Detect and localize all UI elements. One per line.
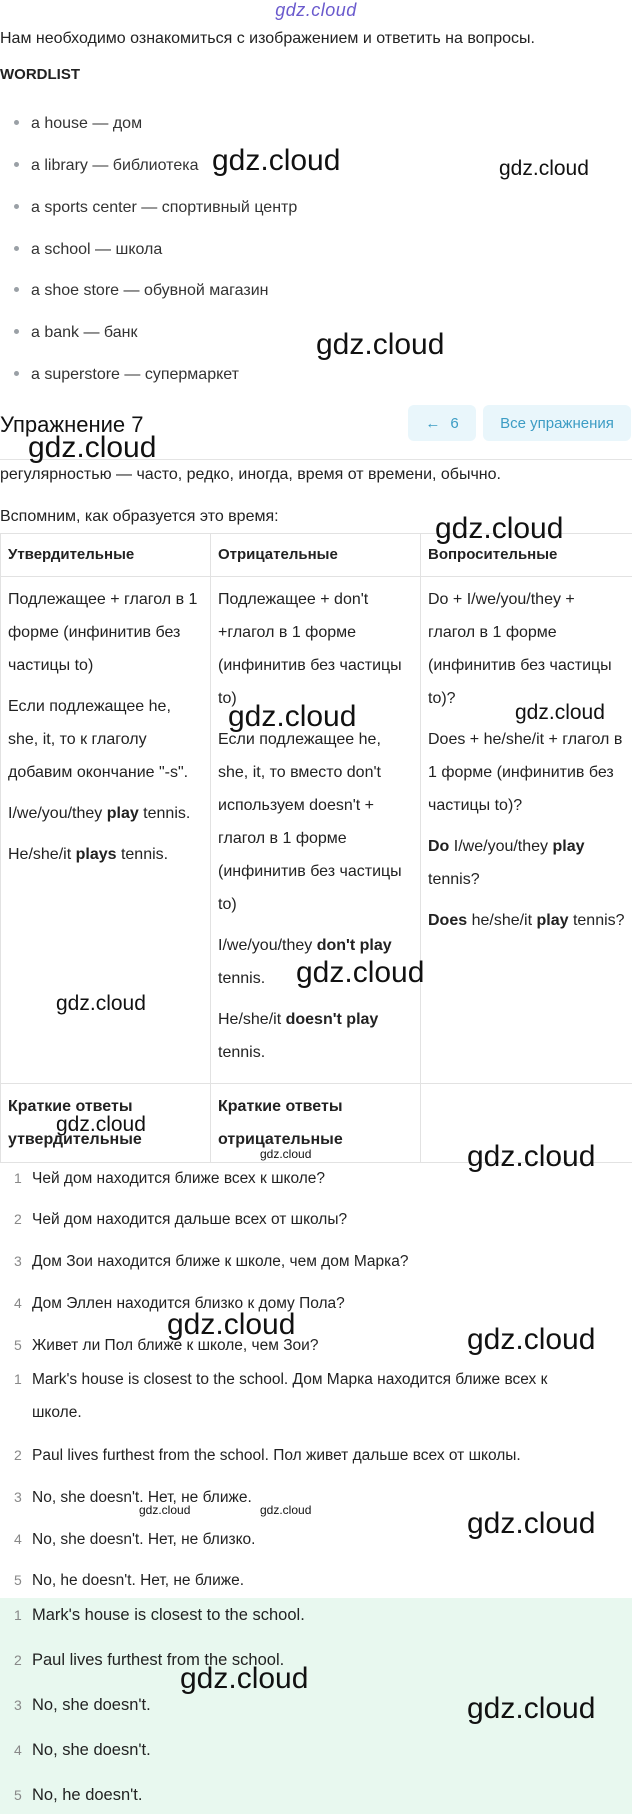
wordlist-item-text: a superstore — супермаркет	[31, 366, 239, 383]
bullet-icon	[14, 371, 19, 376]
answer-item: 2 Paul lives furthest from the school.	[14, 1651, 285, 1669]
wordlist-item-text: a sports center — спортивный центр	[31, 199, 298, 216]
rule-text: Подлежащее + don't +глагол в 1 форме (инфинитив без частицы to)	[218, 591, 402, 707]
watermark: gdz.cloud	[467, 1692, 596, 1725]
bullet-icon	[14, 162, 19, 167]
prev-exercise-button[interactable]	[408, 405, 476, 441]
watermark: gdz.cloud	[139, 1503, 191, 1517]
wordlist-item-text: a shoe store — обувной магазин	[31, 282, 269, 299]
translation-item: 1 Mark's house is closest to the school. Дом Марка находится ближе всех к	[14, 1371, 548, 1388]
negative-cell	[211, 577, 421, 1084]
question-item: 3 Дом Зои находится ближе к школе, чем дом Марка?	[14, 1253, 409, 1270]
wordlist-item	[14, 241, 162, 259]
watermark: gdz.cloud	[499, 157, 589, 180]
wordlist-item	[14, 282, 268, 300]
watermark: gdz.cloud	[212, 144, 341, 177]
bullet-icon	[14, 329, 19, 334]
wordlist-item-text: a library — библиотека	[31, 157, 199, 174]
answer-item: 5 No, he doesn't.	[14, 1786, 143, 1804]
all-exercises-label: Все упражнения	[500, 414, 614, 432]
intro-text: Нам необходимо ознакомиться с изображением и ответить на вопросы.	[0, 30, 535, 47]
watermark: gdz.cloud	[515, 701, 605, 724]
watermark: gdz.cloud	[56, 992, 146, 1015]
rule-text: Do + I/we/you/they + глагол в 1 форме (инфинитив без частицы to)?	[428, 591, 612, 707]
exercise-title: Упражнение 7	[0, 412, 144, 437]
header-negative: Отрицательные	[211, 534, 421, 577]
wordlist-item	[14, 199, 297, 217]
question-item: 2 Чей дом находится дальше всех от школы?	[14, 1211, 348, 1228]
answer-item: 4 No, she doesn't.	[14, 1741, 151, 1759]
header-affirmative: Утвердительные	[1, 534, 211, 577]
question-item: 4 Дом Эллен находится близко к дому Пола?	[14, 1295, 345, 1312]
watermark: gdz.cloud	[260, 1147, 312, 1161]
bullet-icon	[14, 287, 19, 292]
bullet-icon	[14, 246, 19, 251]
example-text: I/we/you/they play tennis.	[8, 805, 191, 822]
example-text: He/she/it plays tennis.	[8, 846, 169, 863]
wordlist-item-text: a house — дом	[31, 115, 143, 132]
watermark: gdz.cloud	[467, 1140, 596, 1173]
example-text: I/we/you/they don't play tennis.	[218, 937, 392, 987]
short-answers-negative: Краткие ответы отрицательные	[211, 1084, 421, 1163]
wordlist-item	[14, 115, 142, 133]
bullet-icon	[14, 120, 19, 125]
wordlist-item-text: a bank — банк	[31, 324, 138, 341]
wordlist-item	[14, 157, 198, 175]
example-text: He/she/it doesn't play tennis.	[218, 1011, 379, 1061]
translation-item: 2 Paul lives furthest from the school. Пол живет дальше всех от школы.	[14, 1447, 521, 1464]
answer-item: 1 Mark's house is closest to the school.	[14, 1606, 305, 1624]
rule-text: Подлежащее + глагол в 1 форме (инфинитив без частицы to)	[8, 591, 198, 674]
watermark: gdz.cloud	[28, 431, 157, 464]
watermark: gdz.cloud	[228, 700, 357, 733]
translation-item: 3 No, she doesn't. Нет, не ближе.	[14, 1489, 252, 1506]
recall-text: Вспомним, как образуется это время:	[0, 508, 279, 525]
wordlist-title: WORDLIST	[0, 66, 80, 83]
site-logo[interactable]: gdz.cloud	[275, 0, 357, 20]
arrow-left-icon: ←	[425, 414, 441, 432]
question-item: 1 Чей дом находится ближе всех к школе?	[14, 1170, 326, 1187]
regularity-text: регулярностью — часто, редко, иногда, время от времени, обычно.	[0, 466, 501, 483]
watermark: gdz.cloud	[56, 1113, 146, 1136]
grammar-table	[0, 533, 632, 1163]
watermark: gdz.cloud	[435, 512, 564, 545]
watermark: gdz.cloud	[296, 956, 425, 989]
example-text: Do I/we/you/they play tennis?	[428, 838, 585, 888]
rule-text: Does + he/she/it + глагол в 1 форме (инфинитив без частицы to)?	[428, 731, 623, 814]
answer-item: 3 No, she doesn't.	[14, 1696, 151, 1714]
interrogative-cell	[421, 577, 632, 1084]
rule-text: Если подлежащее he, she, it, то вместо don't используем doesn't + глагол в 1 форме (инфинитив без частицы to)	[218, 731, 402, 913]
prev-exercise-label: 6	[450, 414, 459, 432]
bullet-icon	[14, 204, 19, 209]
rule-text: Если подлежащее he, she, it, то к глаголу добавим окончание "-s".	[8, 698, 189, 781]
wordlist-item	[14, 324, 137, 342]
all-exercises-button[interactable]	[483, 405, 631, 441]
watermark: gdz.cloud	[180, 1662, 309, 1695]
translation-item: 5 No, he doesn't. Нет, не ближе.	[14, 1572, 245, 1589]
wordlist-item-text: a school — школа	[31, 241, 163, 258]
wordlist-item	[14, 366, 239, 384]
header-interrogative: Вопросительные	[421, 534, 632, 577]
example-text: Does he/she/it play tennis?	[428, 912, 625, 929]
translation-item-continued: школе.	[32, 1404, 82, 1421]
watermark: gdz.cloud	[316, 328, 445, 361]
short-answers-affirmative: Краткие ответы утвердительные	[1, 1084, 211, 1163]
watermark: gdz.cloud	[467, 1507, 596, 1540]
watermark: gdz.cloud	[467, 1323, 596, 1356]
translation-item: 4 No, she doesn't. Нет, не близко.	[14, 1531, 256, 1548]
question-item: 5 Живет ли Пол ближе к школе, чем Зои?	[14, 1337, 319, 1354]
watermark: gdz.cloud	[167, 1308, 296, 1341]
watermark: gdz.cloud	[260, 1503, 312, 1517]
